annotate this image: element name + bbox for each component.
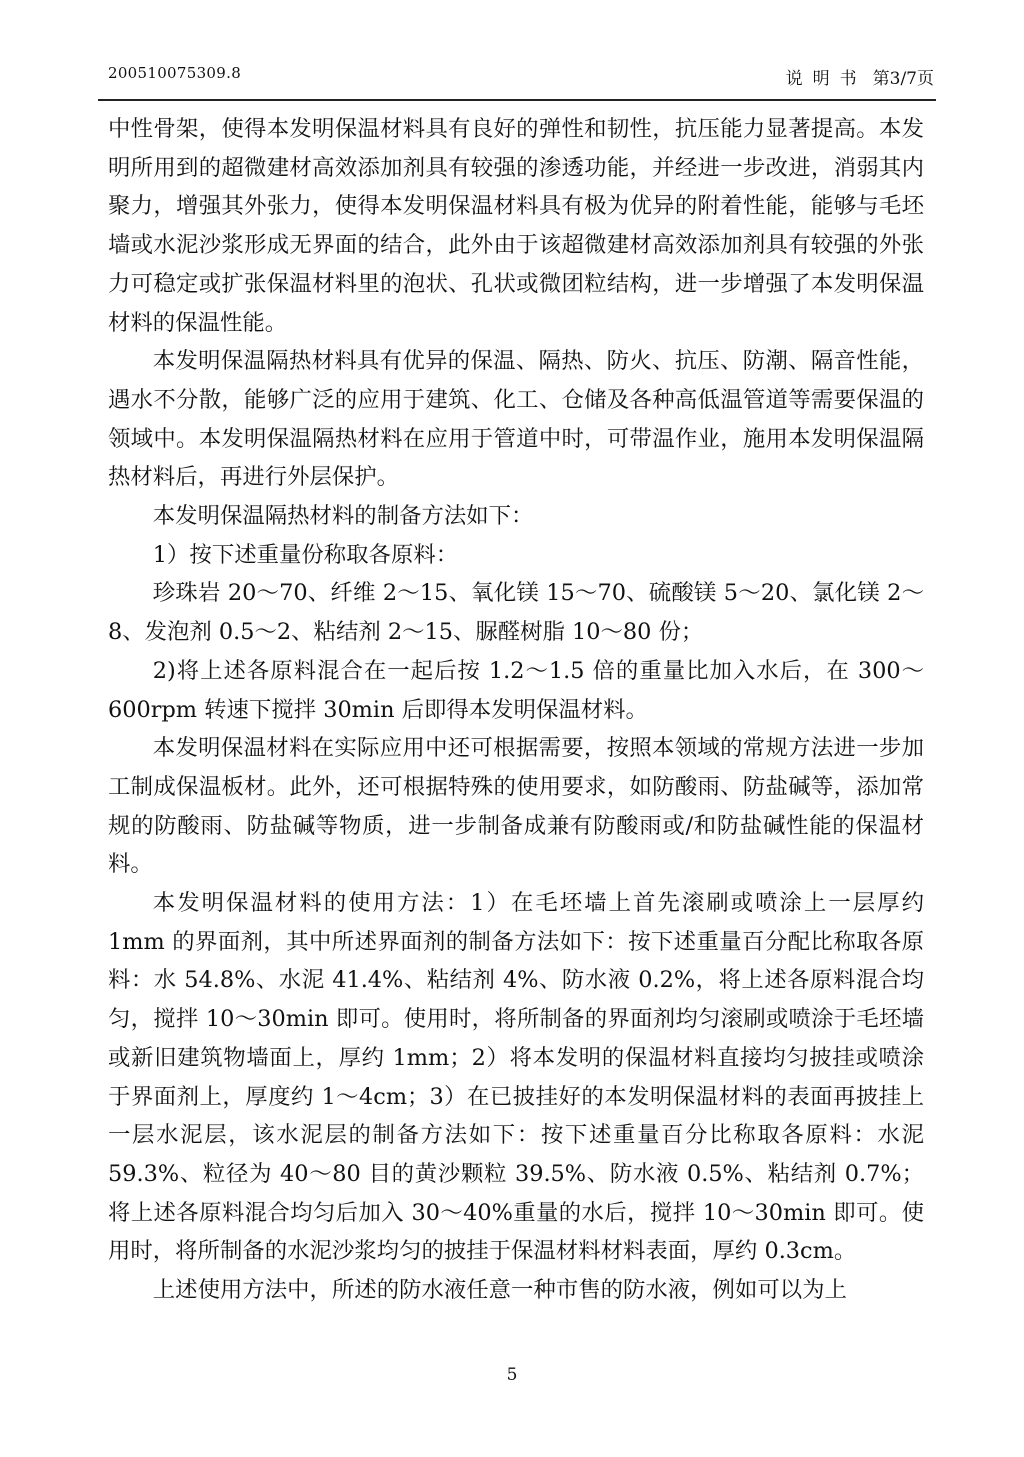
paragraph-continuation: 中性骨架，使得本发明保温材料具有良好的弹性和韧性，抗压能力显著提高。本发明所用到的超微建材高效添加剂具有较强的渗透功能，并经进一步改进，消弱其内聚力，增强其外张力，使得本发明保温材料具有极为优异的附着性能，能够与毛坯墙或水泥沙浆形成无界面的结合，此外由于该超微建材高效添加剂具有较强的外张力可稳定或扩张保温材料里的泡状、孔状或微团粒结构，进一步增强了本发明保温材料的保温性能。 — [108, 116, 924, 336]
header-right — [786, 64, 934, 89]
paragraph-ingredients: 珍珠岩 20～70、纤维 2～15、氧化镁 15～70、硫酸镁 5～20、氯化镁 2～8、发泡剂 0.5～2、粘结剂 2～15、脲醛树脂 10～80 份； — [108, 580, 924, 646]
application-number: 200510075309.8 — [108, 64, 242, 82]
paragraph-waterproofing: 上述使用方法中，所述的防水液任意一种市售的防水液，例如可以为上 — [152, 1277, 847, 1304]
paragraph-preparation-intro: 本发明保温隔热材料的制备方法如下： — [152, 503, 534, 530]
document-type-label: 说明书 — [785, 69, 867, 89]
page-info: 第3/7页 — [872, 69, 934, 89]
paragraph-further-processing: 本发明保温材料在实际应用中还可根据需要，按照本领域的常规方法进一步加工制成保温板材。此外，还可根据特殊的使用要求，如防酸雨、防盐碱等，添加常规的防酸雨、防盐碱等物质，进一步制备成兼有防酸雨或/和防盐碱性能的保温材料。 — [108, 735, 924, 878]
header-divider — [98, 99, 936, 101]
paragraph-usage-method: 本发明保温材料的使用方法：1）在毛坯墙上首先滚刷或喷涂上一层厚约 1mm 的界面剂，其中所述界面剂的制备方法如下：按下述重量百分配比称取各原料：水 54.8%、水泥 41.4%、粘结剂 4%、防水液 0.2%，将上述各原料混合均匀，搅拌 10～30min 即可。使用时，将所制备的界面剂均匀滚刷或喷涂于毛坯墙或新旧建筑物墙面上，厚约 1mm；2）将本发明的保温材料直接均匀披挂或喷涂于界面剂上，厚度约 1～4cm；3）在已披挂好的本发明保温材料的表面再披挂上一层水泥层，该水泥层的制备方法如下：按下述重量百分比称取各原料：水泥 59.3%、粒径为 40～80 目的黄沙颗粒 39.5%、防水液 0.5%、粘结剂 0.7%；将上述各原料混合均匀后加入 30～40%重量的水后，搅拌 10～30min 即可。使用时，将所制备的水泥沙浆均匀的披挂于保温材料材料表面，厚约 0.3cm。 — [108, 890, 924, 1265]
paragraph-step-2: 2)将上述各原料混合在一起后按 1.2～1.5 倍的重量比加入水后，在 300～600rpm 转速下搅拌 30min 后即得本发明保温材料。 — [108, 657, 924, 723]
page-header — [108, 64, 934, 94]
paragraph-properties: 本发明保温隔热材料具有优异的保温、隔热、防火、抗压、防潮、隔音性能，遇水不分散，能够广泛的应用于建筑、化工、仓储及各种高低温管道等需要保温的领域中。本发明保温隔热材料在应用于管道中时，可带温作业，施用本发明保温隔热材料后，再进行外层保护。 — [108, 348, 924, 491]
paragraph-step-1: 1）按下述重量份称取各原料： — [152, 541, 459, 568]
page-number: 5 — [506, 1365, 518, 1385]
document-body — [108, 110, 924, 1310]
